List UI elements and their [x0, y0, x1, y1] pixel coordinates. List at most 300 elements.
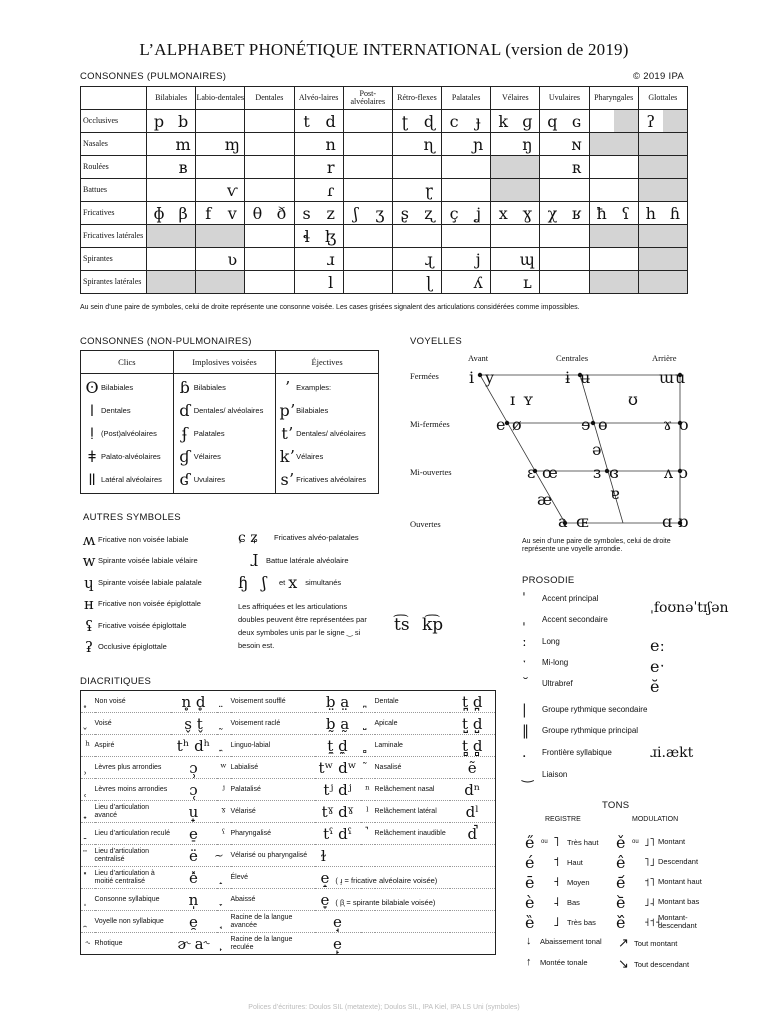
- consonant-cell: [245, 248, 294, 271]
- voiceless-symbol: [590, 248, 614, 270]
- contour-diacritic: e᷈: [616, 912, 626, 932]
- consonant-cell: [245, 225, 294, 248]
- vowel-dot: [478, 373, 482, 377]
- diacritic-mark: [81, 889, 95, 911]
- consonant-cell: [638, 133, 687, 156]
- ejectives-symbol: sʼ: [280, 470, 294, 489]
- prosody-label: Frontière syllabique: [542, 748, 612, 757]
- diacritic-example: ẽ: [450, 757, 496, 779]
- implosives-item: [176, 422, 273, 445]
- consonant-cell: [638, 248, 687, 271]
- tone-diacritic: e̋: [525, 832, 535, 852]
- manner-row: [81, 202, 688, 225]
- diacritic-mark: [81, 867, 95, 889]
- voiced-symbol: [515, 179, 539, 201]
- voiced-symbol: ŋ: [522, 134, 533, 154]
- voiceless-symbol: ʃ: [353, 203, 358, 223]
- diacritic-example: tˤ dˤ: [315, 823, 361, 845]
- voiced-symbol: ɖ: [423, 111, 435, 131]
- voiceless-symbol: [639, 271, 663, 293]
- voiced-symbol: ʋ: [227, 249, 238, 269]
- place-header: Dentales: [245, 87, 294, 110]
- clics-item: [83, 422, 171, 445]
- diacritic-label: Lieu d’articulation reculé: [95, 823, 171, 845]
- upstep-label: Montée tonale: [540, 957, 588, 967]
- copyright: © 2019 IPA: [633, 71, 685, 82]
- sj-row: [238, 573, 341, 592]
- voiced-symbol: ʐ: [424, 203, 434, 223]
- place-header: Bilabiales: [147, 87, 196, 110]
- diacritic-mark: ⁿ: [361, 779, 375, 801]
- voiced-symbol: [564, 271, 588, 293]
- other-symbol-label: Spirante voisée labiale vélaire: [98, 556, 198, 566]
- place-header: Rétro-flexes: [392, 87, 441, 110]
- diacritic-mark: [81, 823, 95, 845]
- diacritic-label: Labialisé: [231, 757, 315, 779]
- diacritic-example: b̰ a̰: [315, 713, 361, 735]
- long-example: eː: [650, 636, 665, 655]
- diacritic-example: ë: [171, 845, 217, 867]
- voiced-symbol: b: [178, 111, 189, 131]
- contour-tone-letter-icon: ˩˥: [644, 835, 655, 849]
- voiced-symbol: [368, 248, 392, 270]
- diacritic-mark: [81, 713, 95, 735]
- vowel-symbol: ø: [512, 415, 522, 434]
- consonant-cell: [147, 202, 196, 225]
- clics-symbol: ǁ: [88, 470, 96, 489]
- other-symbol-item: [80, 529, 202, 551]
- diacritic-label: Vélarisé ou pharyngalisé: [231, 845, 315, 867]
- consonant-cell: [147, 179, 196, 202]
- voiceless-symbol: [590, 179, 614, 201]
- diacritic-label: Élevé: [231, 867, 315, 889]
- consonant-cell: [589, 202, 638, 225]
- nonpulmonic-heading: CONSONNES (NON-PULMONAIRES): [80, 336, 252, 347]
- pulmonic-note: Au sein d’une paire de symboles, celui de droite représente une consonne voisée. Les cases grisées signalent des articulations considérées comme impossibles.: [80, 304, 580, 311]
- diacritic-example-text: e̞: [320, 890, 330, 909]
- voiced-symbol: ɭ: [426, 272, 432, 292]
- vowel-openmid-label: Mi-ouvertes: [410, 467, 452, 477]
- voiceless-symbol: p: [153, 111, 165, 131]
- consonant-cell: [392, 133, 441, 156]
- consonant-cell: [294, 133, 343, 156]
- contour-tone-letter-icon: ˩˨: [644, 895, 655, 909]
- consonant-cell: [147, 156, 196, 179]
- consonant-cell: [540, 225, 589, 248]
- voiced-symbol: ɱ: [224, 134, 240, 154]
- consonant-cell: [589, 271, 638, 294]
- voiceless-symbol: [442, 248, 466, 270]
- consonant-cell: [294, 110, 343, 133]
- voiceless-symbol: [442, 156, 466, 178]
- vowel-symbol: æ: [537, 490, 553, 509]
- consonant-cell: [392, 248, 441, 271]
- consonant-cell: [147, 110, 196, 133]
- implosives-item: [176, 468, 273, 491]
- voiceless-symbol: [491, 271, 515, 293]
- lowered-note: ( β̞ = spirante bilabiale voisée): [335, 897, 436, 907]
- diacritic-row: [81, 735, 496, 757]
- voiced-symbol: n: [325, 134, 336, 154]
- diacritic-mark: ʰ: [81, 735, 95, 757]
- voiceless-symbol: [147, 179, 171, 201]
- ejectives-label: Examples:: [296, 382, 332, 392]
- vowel-symbol: ɶ: [576, 512, 589, 531]
- tone-level-item: [525, 892, 598, 912]
- diacritic-row: [81, 691, 496, 713]
- voiceless-symbol: [639, 133, 663, 155]
- voiced-symbol: [220, 271, 244, 293]
- consonant-cell: [540, 110, 589, 133]
- consonant-cell: [589, 133, 638, 156]
- upstep-arrow-icon: ↑: [526, 956, 532, 968]
- voiced-symbol: ɦ: [669, 203, 681, 223]
- voiceless-symbol: ʂ: [400, 203, 410, 223]
- consonant-cell: [196, 271, 245, 294]
- tone-label: Très bas: [567, 917, 596, 927]
- prosody-symbol: ː: [522, 634, 527, 650]
- implosives-symbol: ɗ: [179, 401, 191, 420]
- manner-row: [81, 133, 688, 156]
- tone-level-item: [525, 832, 598, 852]
- vowel-symbol: ɑ: [662, 512, 673, 531]
- consonant-cell: [245, 110, 294, 133]
- voiceless-symbol: [245, 271, 269, 293]
- vowel-symbol: ʏ: [523, 390, 534, 409]
- consonant-cell: [589, 156, 638, 179]
- contour-label: Montant bas: [658, 897, 700, 906]
- voiced-symbol: ɡ: [522, 111, 533, 131]
- voiceless-symbol: [491, 179, 515, 201]
- voiced-symbol: [614, 179, 638, 201]
- other-symbol: ʍ: [82, 530, 96, 549]
- voiceless-symbol: [196, 271, 220, 293]
- contour-label: Montant: [658, 837, 686, 846]
- diacritic-example-text: ɫ: [320, 846, 327, 865]
- voiced-symbol: ɰ: [519, 249, 535, 269]
- prosody-symbol: ˘: [522, 676, 529, 692]
- consonant-cell: [638, 202, 687, 225]
- clics-item: [83, 468, 171, 491]
- simultaneous-label: simultanés: [305, 577, 342, 587]
- extrashort-example: ĕ: [650, 677, 660, 696]
- consonant-cell: [589, 248, 638, 271]
- tone-letter: ˧: [553, 874, 560, 890]
- consonant-cell: [491, 271, 540, 294]
- voiced-symbol: ɴ: [571, 134, 582, 154]
- diacritics-table: [80, 690, 496, 955]
- global-fall-row: [618, 956, 689, 972]
- diacritic-mark: [81, 691, 95, 713]
- consonant-cell: [343, 271, 392, 294]
- voiced-symbol: l: [328, 272, 334, 292]
- x-symbol: x: [288, 573, 298, 592]
- voiceless-symbol: [196, 156, 220, 178]
- diacritic-example: t̺ d̺: [450, 713, 496, 735]
- voiceless-symbol: s: [302, 203, 311, 223]
- consonant-cell: [442, 110, 491, 133]
- diacritic-label: Lèvres plus arrondies: [95, 757, 171, 779]
- voiceless-symbol: ħ: [596, 203, 607, 223]
- voiced-symbol: ʟ: [523, 272, 532, 292]
- vowel-central-label: Centrales: [556, 353, 589, 363]
- diacritic-label: Voisé: [95, 713, 171, 735]
- ejectives-label: Dentales/ alvéolaires: [296, 428, 366, 438]
- voiceless-symbol: [639, 156, 663, 178]
- consonant-cell: [392, 110, 441, 133]
- diacritic-example-text: e̝: [320, 868, 330, 887]
- diacritic-example: n̩: [171, 889, 217, 911]
- consonant-cell: [491, 110, 540, 133]
- tone-letter: ˥: [553, 834, 560, 850]
- tone-contour-list: [616, 832, 720, 932]
- implosives-label: Vélaires: [193, 451, 221, 461]
- clics-symbol: ǂ: [88, 447, 96, 466]
- consonant-cell: [294, 202, 343, 225]
- ejectives-item: [278, 422, 376, 445]
- contour-label: Descendant: [658, 857, 699, 866]
- manner-row: [81, 225, 688, 248]
- ejectives-item: [278, 468, 376, 491]
- voiceless-symbol: θ: [252, 203, 263, 223]
- voiced-symbol: z: [326, 203, 335, 223]
- diacritic-example: n̥ d̥: [171, 691, 217, 713]
- or-word: ou: [541, 839, 548, 845]
- voiceless-symbol: [442, 179, 466, 201]
- voiced-symbol: ʝ: [475, 203, 482, 223]
- consonant-cell: [442, 202, 491, 225]
- diacritic-label: Racine de la langue avancée: [231, 911, 315, 933]
- voiceless-symbol: [393, 179, 417, 201]
- consonant-cell: [442, 248, 491, 271]
- implosives-label: Dentales/ alvéolaires: [193, 405, 264, 415]
- prosody-label: Mi-long: [542, 658, 569, 667]
- affricate-note: Les affriquées et les articulations doubles peuvent être représentées par deux symboles unis par le signe ‿ si besoin est.: [238, 602, 367, 650]
- diacritic-mark: [361, 757, 375, 779]
- voiceless-symbol: [491, 133, 515, 155]
- other-symbol-label: Occlusive épiglottale: [98, 642, 167, 652]
- manner-label: Spirantes latérales: [81, 271, 147, 294]
- col-clics: Clics: [81, 351, 174, 374]
- contour-tone-letter-icon: ˥˩: [644, 855, 655, 869]
- sj-symbol: ɧ: [238, 573, 249, 592]
- diacritic-example: tʷ dʷ: [315, 757, 361, 779]
- vowel-front-label: Avant: [468, 353, 489, 363]
- vowel-symbol: a: [558, 512, 568, 531]
- clics-symbol: ǃ: [89, 424, 95, 443]
- diacritic-example: b̤ a̤: [315, 691, 361, 713]
- voiceless-symbol: ʔ: [646, 111, 656, 131]
- tone-label: Haut: [567, 857, 583, 867]
- prosody-symbol: ˑ: [522, 655, 527, 671]
- diacritic-example: tʲ dʲ: [315, 779, 361, 801]
- pulmonic-heading: CONSONNES (PULMONAIRES): [80, 71, 227, 82]
- other-symbol-item: [80, 594, 202, 616]
- raised-note: ( ɹ̝ = fricative alvéolaire voisée): [335, 875, 438, 885]
- diacritic-example: u̟: [171, 801, 217, 823]
- diacritic-label: Relâchement inaudible: [375, 823, 450, 845]
- diacritic-label: Linguo-labial: [231, 735, 315, 757]
- vowel-symbol: ɤ: [663, 415, 673, 434]
- voiced-symbol: [663, 179, 687, 201]
- implosives-symbol: ɓ: [179, 378, 190, 397]
- consonant-cell: [638, 225, 687, 248]
- implosives-item: [176, 376, 273, 399]
- voiced-symbol: ɹ: [326, 249, 335, 269]
- diacritic-row: [81, 757, 496, 779]
- register-label: REGISTRE: [545, 816, 581, 823]
- consonant-cell: [392, 156, 441, 179]
- place-header: Pharyngales: [589, 87, 638, 110]
- voiced-symbol: [269, 110, 293, 132]
- contour-diacritic: e᷄: [616, 872, 626, 892]
- diacritic-mark: [361, 713, 375, 735]
- vowel-symbol: ə: [592, 440, 602, 459]
- diacritic-label: Vélarisé: [231, 801, 315, 823]
- consonant-cell: [491, 248, 540, 271]
- diacritic-mark: [217, 691, 231, 713]
- voiced-symbol: [466, 225, 490, 247]
- tones-heading: TONS: [602, 800, 630, 811]
- voiced-symbol: v: [227, 203, 237, 223]
- tone-diacritic: é: [525, 852, 535, 872]
- diacritic-example: tˠ dˠ: [315, 801, 361, 823]
- diacritic-example: [450, 933, 496, 955]
- vowel-symbol: i: [469, 368, 475, 387]
- diacritic-example: e̽: [171, 867, 217, 889]
- manner-row: [81, 156, 688, 179]
- diacritic-label: Laminale: [375, 735, 450, 757]
- diacritic-label: Relâchement latéral: [375, 801, 450, 823]
- consonant-cell: [392, 179, 441, 202]
- voiced-symbol: ʀ: [571, 157, 582, 177]
- voiced-symbol: [368, 179, 392, 201]
- tone-contour-item: [616, 912, 720, 932]
- vowel-symbol: u: [675, 368, 686, 387]
- other-symbol-label: Fricative non voisée épiglottale: [98, 599, 201, 609]
- consonant-cell: [196, 248, 245, 271]
- consonant-cell: [442, 133, 491, 156]
- consonant-cell: [491, 202, 540, 225]
- voiced-symbol: [269, 248, 293, 270]
- voiced-symbol: [269, 225, 293, 247]
- clics-list: [81, 374, 174, 494]
- diacritic-mark: [217, 911, 231, 933]
- modulation-label: MODULATION: [632, 816, 679, 823]
- diacritics-heading: DIACRITIQUES: [80, 676, 152, 687]
- consonant-cell: [491, 179, 540, 202]
- other-symbol-item: [80, 637, 202, 659]
- voiceless-symbol: k: [498, 111, 509, 131]
- consonant-cell: [294, 156, 343, 179]
- consonant-cell: [147, 133, 196, 156]
- page-title: L’ALPHABET PHONÉTIQUE INTERNATIONAL (version de 2019): [139, 40, 629, 59]
- diacritic-mark: ˠ: [217, 801, 231, 823]
- voiced-symbol: [368, 271, 392, 293]
- implosives-symbol: ɠ: [179, 447, 191, 466]
- clics-symbol: ǀ: [89, 401, 95, 420]
- diacritic-mark: [217, 735, 231, 757]
- voiced-symbol: [368, 225, 392, 247]
- voiced-symbol: [564, 225, 588, 247]
- stress-example: ˌfoʊnəˈtɪʃən: [650, 600, 729, 616]
- col-implosives: Implosives voisées: [173, 351, 275, 374]
- voiceless-symbol: [344, 110, 368, 132]
- voiced-symbol: ɾ: [327, 180, 335, 200]
- diacritic-label: Voisement raclé: [231, 713, 315, 735]
- voiced-symbol: ʁ: [571, 203, 582, 223]
- diacritic-example: ɔ̹: [171, 757, 217, 779]
- consonant-cell: [540, 202, 589, 225]
- voiceless-symbol: χ: [547, 203, 558, 223]
- vowel-symbol: ɞ: [609, 463, 619, 482]
- voiced-symbol: [417, 156, 441, 178]
- diacritic-example: dˡ: [450, 801, 496, 823]
- prosody-item: [522, 702, 647, 718]
- consonant-cell: [294, 271, 343, 294]
- voiceless-symbol: [590, 110, 614, 132]
- voiceless-symbol: [245, 133, 269, 155]
- diacritic-example: ɔ̜: [171, 779, 217, 801]
- vowel-symbol: ɘ: [581, 415, 591, 434]
- diacritic-example: t̼ d̼: [315, 735, 361, 757]
- voiceless-symbol: [590, 156, 614, 178]
- voiceless-symbol: [639, 225, 663, 247]
- voiced-symbol: [220, 110, 244, 132]
- voiced-symbol: ɽ: [425, 180, 433, 200]
- ejectives-symbol: kʼ: [279, 447, 295, 466]
- other-symbol: ɥ: [84, 573, 94, 592]
- voiced-symbol: ɳ: [423, 134, 435, 154]
- voiceless-symbol: [196, 225, 220, 247]
- consonant-cell: [540, 133, 589, 156]
- diacritic-row: [81, 845, 496, 867]
- voiced-symbol: [614, 248, 638, 270]
- diacritic-mark: ˤ: [217, 823, 231, 845]
- voiceless-symbol: [295, 133, 319, 155]
- diacritic-mark: ʲ: [217, 779, 231, 801]
- other-symbols-left: [80, 529, 202, 658]
- implosives-item: [176, 445, 273, 468]
- voiceless-symbol: [491, 225, 515, 247]
- voiced-symbol: [466, 179, 490, 201]
- vowel-symbol: ɒ: [678, 512, 689, 531]
- manner-label: Nasales: [81, 133, 147, 156]
- diacritic-example: ɚ a˞: [171, 933, 217, 955]
- or-word: ou: [632, 839, 639, 845]
- diacritic-mark: [81, 801, 95, 823]
- vowel-symbol: ʉ: [580, 368, 591, 387]
- voiceless-symbol: [442, 271, 466, 293]
- consonant-cell: [343, 133, 392, 156]
- implosives-label: Bilabiales: [193, 382, 226, 392]
- implosives-list: [173, 374, 275, 494]
- prosody-label: Liaison: [542, 770, 568, 779]
- prosody-label: Ultrabref: [542, 679, 573, 688]
- consonant-cell: [442, 156, 491, 179]
- voiced-symbol: m: [175, 134, 191, 154]
- consonant-cell: [392, 271, 441, 294]
- voiced-symbol: [663, 156, 687, 178]
- ejectives-list: [276, 374, 379, 494]
- prosody-item: [522, 591, 598, 607]
- consonant-cell: [638, 110, 687, 133]
- voiced-symbol: β: [178, 203, 188, 223]
- contour-diacritic: e᷅: [616, 892, 626, 912]
- clics-item: [83, 376, 171, 399]
- manner-label: Battues: [81, 179, 147, 202]
- voiced-symbol: [368, 156, 392, 178]
